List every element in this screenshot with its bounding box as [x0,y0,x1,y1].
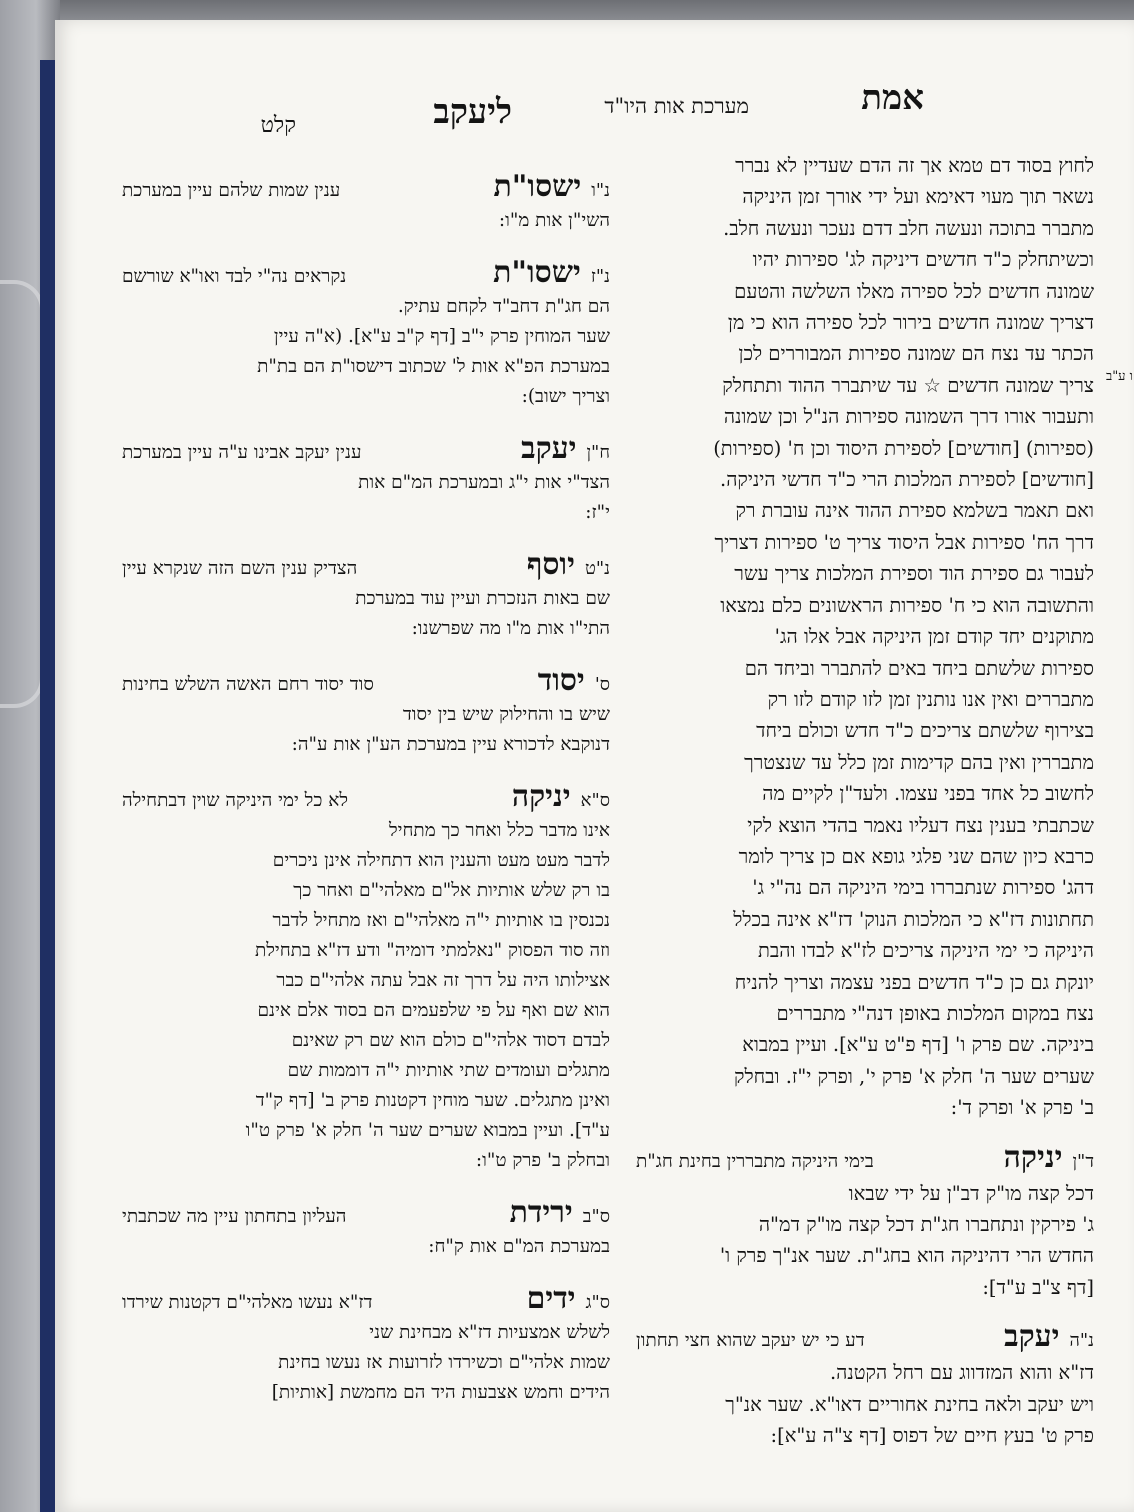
text-line: תחתונות דז"א כי המלכות הנוק' דז"א אינה בכלל [733,907,1094,931]
text-line: [חודשים] לספירת המלכות הרי כ"ד חדשי היניקה. [720,468,1094,492]
text-line: בצירוף שלשתם צריכים כ"ד חדש וכולם ביחד [756,719,1094,743]
entry-heading [118,169,610,206]
text-line: מתברר בתוכה ונעשה חלב דדם נעכר ונעשה חלב. [723,216,1094,240]
text-line: לדבר מעט מעט והענין הוא דתחילה אינן ניכרים [272,850,610,871]
entry-yosef-nt [118,547,610,644]
text-line: יונקת גם כן כ"ד חדשים בפני עצמה וצריך להניח [734,970,1094,994]
text-line: וזה סוד הפסוק "נאלמתי דומיה" ודע דז"א בתחילת [254,940,610,961]
left-column [118,169,610,1430]
text-line: הידים וחמש אצבעות היד הם מחמשת [אותיות] [271,1382,610,1403]
text-line: שער המוחין פרק י"ב [דף ק"ב ע"א]. (א"ה עיין [273,326,610,347]
text-line: (ספירות) [חודשים] לספירת היסוד וכן ח' (ספירות) [713,436,1094,460]
text-line: דכל קצה מו"ק דב"ן על ידי שבאו [848,1181,1094,1205]
entry-first-line: דז"א נעשו מאלהי"ם דקטנות שירדו [122,1292,373,1313]
text-line: דז"א והוא המזדווג עם רחל הקטנה. [829,1361,1094,1385]
running-title-right: אמת [861,78,924,118]
text-line: לעבור גם ספירת הוד וספירת המלכות צריך עשר [734,562,1094,586]
text-line: דנוקבא לדכורא עיין במערכת הע"ן אות ע"ה: [291,734,610,755]
entry-heading [632,1321,1094,1357]
text-line: נצח במקום המלכות באופן דנה"י מתבררים [776,1001,1094,1025]
entry-yishsut-nv [118,169,610,236]
entry-yeniqa-dn [632,1139,1094,1304]
continuation-text [632,150,1094,1124]
entry-yaakov-nh [632,1321,1094,1451]
entry-body [632,1178,1094,1304]
entry-first-line: נקראים נה"י לבד ואו"א שורשם [122,266,347,287]
entry-body [118,1318,610,1408]
text-line: ע"ד]. ועיין במבוא שערים שער ה' חלק א' פרק ט"ו [245,1120,610,1141]
entry-body [118,584,610,644]
entry-headword: ידים [526,1281,576,1316]
text-line: השי"ן אות מ"ו: [498,210,610,231]
entry-yesod-s [118,663,610,760]
text-line: לבדם דסוד אלהי"ם כולם הוא שם רק שאינם [291,1030,610,1051]
text-line: ביניקה. שם פרק ו' [דף פ"ט ע"א]. ועיין במבוא [742,1033,1094,1057]
text-line: וכשיתחלק כ"ד חדשים דיניקה לג' ספירות יהיו [752,248,1094,272]
text-line: צריך שמונה חדשים ☆ עד שיתברר ההוד ותתחלק [722,373,1094,397]
text-line: שערים שער ה' חלק א' פרק י', ופרק י"ז. ובחלק [734,1064,1094,1088]
entry-first-line: סוד יסוד רחם האשה השלש בחינות [122,674,374,695]
entry-heading [118,255,610,292]
text-line: ב' פרק א' ופרק ד': [950,1096,1094,1120]
text-line: הוא שם ואף על פי שלפעמים הם בסוד אלם אינם [257,1000,610,1021]
text-line: הכתר עד נצח הם שמונה ספירות המבוררים לכן [738,342,1094,366]
text-line: נשאר תוך מעוי דאימא ועל ידי אורך זמן היניקה [742,185,1094,209]
entry-yeniqa-sa [118,779,610,1176]
entry-yishsut-nz [118,255,610,412]
text-line: דצריך שמונה חדשים בירור לכל ספירה הוא כי מן [727,311,1094,335]
entry-headword: יעקב [521,431,577,466]
entry-body [118,468,610,528]
text-line: וצריך ישוב): [521,386,610,407]
entry-headword: יסוד [537,663,585,698]
entry-headword: ישסו"ת [493,255,581,290]
text-line: מתוקנים יחד קודם זמן היניקה אבל אלו הג' [774,625,1094,649]
entry-body [118,292,610,412]
entry-first-line: לא כל ימי היניקה שוין דבתחילה [122,790,349,811]
text-line: שמונה חדשים לכל ספירה מאלו השלשה והטעם [734,279,1094,303]
running-subtitle: מערכת אות היו"ד [604,94,749,118]
entry-heading [118,1281,610,1318]
text-line: והתשובה הוא כי ח' ספירות הראשונים כלם נמצאו [720,593,1094,617]
entry-yaakov-chn [118,431,610,528]
entry-headword: יעקב [1004,1319,1060,1355]
entry-heading [118,779,610,816]
entry-yadayim-sg [118,1281,610,1408]
text-line: שכתבתי בענין נצח דעליו נאמר בהדי הוצא לקי [747,813,1094,837]
entry-first-line: בימי היניקה מתבררין בחינת חג"ת [636,1150,874,1172]
right-column [632,150,1094,1451]
entry-number: ד"ן [1072,1150,1094,1172]
entry-body [118,816,610,1176]
text-line: פרק ט' בעץ חיים של דפוס [דף צ"ה ע"א]: [770,1424,1094,1448]
entry-first-line: ענין שמות שלהם עיין במערכת [122,180,341,201]
entry-first-line: העליון בתחתון עיין מה שכתבתי [122,1206,347,1227]
text-line: ויש יעקב ולאה בחינת אחוריים דאו"א. שער אנ"ך [725,1392,1094,1416]
entry-number: נ"ז [590,266,610,287]
text-line: י"ז: [585,502,610,523]
text-line: כרבא כיון שהם שני פלגי גופא אם כן צריך לומר [738,844,1094,868]
entry-first-line: ענין יעקב אבינו ע"ה עיין במערכת [122,442,362,463]
entry-headword: ישסו"ת [493,169,582,204]
book-page [55,20,1134,1512]
book-spine [40,60,56,1512]
text-line: החדש הרי דהיניקה הוא בחג"ת. שער אנ"ך פרק ו' [719,1244,1094,1268]
text-line: שם באות הנזכרת ועיין עוד במערכת [355,588,610,609]
text-line: במערכת המ"ם אות ק"ח: [428,1236,610,1257]
entry-heading [118,1195,610,1232]
entry-body [118,206,610,236]
text-line: לחוץ בסוד דם טמא אך זה הדם שעדיין לא נברר [735,154,1094,177]
entry-yeridat-sb [118,1195,610,1262]
entry-headword: יניקה [511,779,571,814]
entry-headword: יוסף [526,547,575,582]
text-line: התי"ו אות מ"ו מה שפרשנו: [411,618,610,639]
entry-first-line: דע כי יש יעקב שהוא חצי תחתון [636,1330,865,1352]
running-title-left: ליעקב [433,92,512,132]
entry-headword: ירידת [509,1195,573,1230]
entry-number: ס"ג [585,1292,610,1313]
background-ornament [0,280,44,708]
text-line: מתגלים ועומדים שתי אותיות י"ה דוממות שם [287,1060,610,1081]
entry-heading [118,547,610,584]
margin-reference: ו ע"ב [1105,369,1133,384]
text-line: מתבררים ואין אנו נותנין זמן לזו קודם לזו רק [767,687,1094,711]
text-line: ובחלק ב' פרק ט"ו: [475,1150,610,1171]
text-line: הצד"י אות י"ג ובמערכת המ"ם אות [358,472,610,493]
text-line: היניקה כי ימי היניקה צריכים לז"א לבדו והבת [757,939,1094,963]
text-line: אצילותו היה על דרך זה אבל עתה אלהי"ם כבר [276,970,610,991]
entry-body [118,700,610,760]
text-line: ספירות שלשתם ביחד באים להתברר וביחד הם [744,656,1094,680]
text-line: אינו מדבר כלל ואחר כך מתחיל [388,820,610,841]
entry-number: ס' [594,674,610,695]
text-line: מתבררין ואין בהם קדימות זמן כלל עד שנצטרך [744,750,1094,774]
entry-number: נ"ט [584,558,610,579]
entry-number: ס"א [580,790,610,811]
entry-number: ס"ב [582,1206,610,1227]
text-line: ותעבור אורו דרך השמונה ספירות הנ"ל וכן שמונה [723,405,1094,429]
text-line: דהג' ספירות שנתבררו בימי היניקה הם נה"י ג' [752,876,1094,900]
text-line: שיש בו והחילוק שיש בין יסוד [402,704,610,725]
entry-headword: יניקה [1003,1139,1063,1175]
entry-heading [118,663,610,700]
text-line: במערכת הפ"א אות ל' שכתוב דישסו"ת הם בת"ת [257,356,610,377]
text-line: ג' פירקין ונתחברו חג"ת דכל קצה מו"ק דמ"ה [758,1213,1094,1236]
text-line: הם חג"ת דחב"ד לקחם עתיק. [397,296,610,317]
text-line: שמות אלהי"ם וכשירדו לזרועות אז נעשו בחינת [278,1352,610,1373]
text-line: בו רק שלש אותיות אל"ם מאלהי"ם ואחר כך [293,880,610,901]
entry-number: נ"ה [1069,1330,1094,1352]
page-number: קלט [260,113,296,138]
entry-body [118,1232,610,1262]
text-line: לשלש אמצעיות דז"א מבחינת שני [369,1322,610,1343]
entry-body [632,1357,1094,1451]
text-line: דרך הח' ספירות אבל היסוד צריך ט' ספירות דצריך [714,530,1094,554]
entry-first-line: הצדיק ענין השם הזה שנקרא עיין [122,558,358,579]
text-line: לחשוב כל אחד בפני עצמו. ולעד"ן לקיים מה [762,782,1094,806]
text-line: [דף צ"ב ע"ד]: [982,1275,1094,1299]
text-line: ואם תאמר בשלמא ספירת ההוד אינה עוברת רק [735,499,1094,523]
entry-heading [118,431,610,468]
text-line: נכנסין בו אותיות י"ה מאלהי"ם ואז מתחיל לדבר [272,910,610,931]
entry-heading [632,1139,1094,1178]
entry-number: נ"ו [591,180,610,201]
text-line: ואינן מתגלים. שער מוחין דקטנות פרק ב' [דף ק"ד [255,1090,610,1111]
entry-number: ח"ן [586,442,610,463]
